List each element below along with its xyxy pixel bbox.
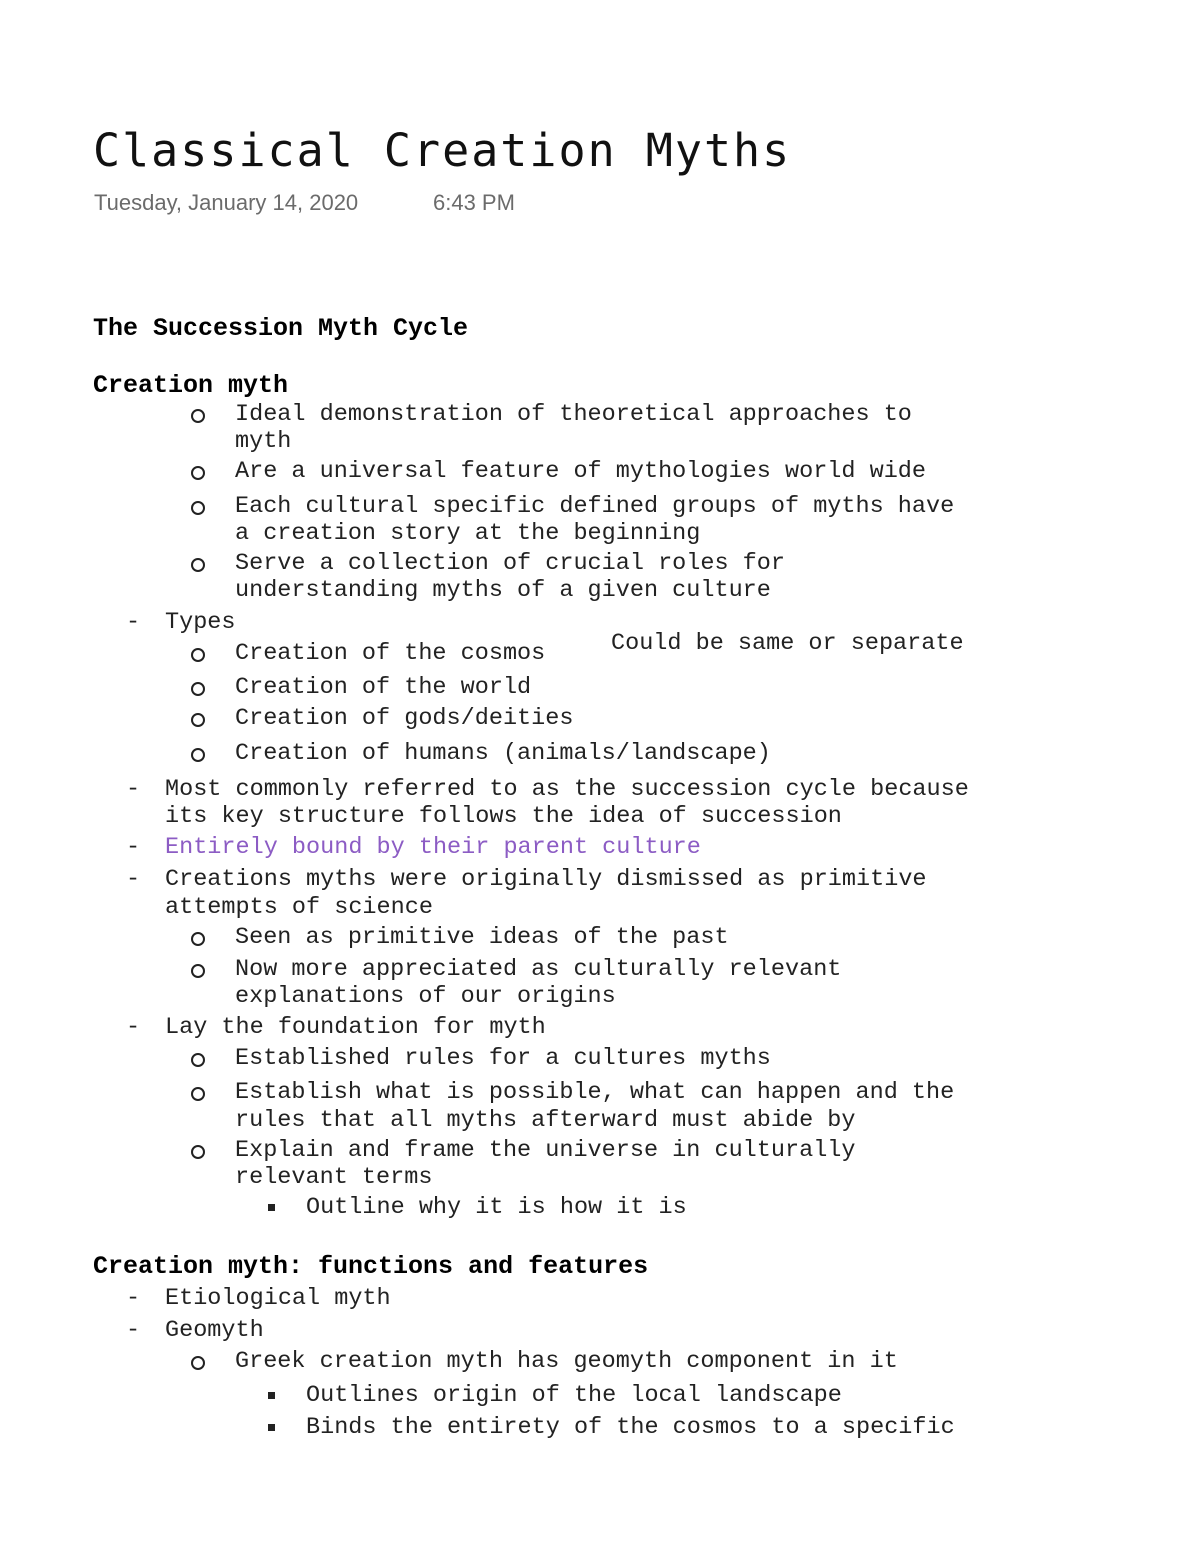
hollow-bullet-icon xyxy=(191,1087,205,1101)
list-item-line: attempts of science xyxy=(165,894,433,921)
list-item-line: Serve a collection of crucial roles for xyxy=(235,550,785,577)
list-item-type: Creation of gods/deities xyxy=(235,705,574,732)
page-date: Tuesday, January 14, 2020 xyxy=(94,190,359,215)
hollow-bullet-icon xyxy=(191,1356,205,1370)
hollow-bullet-icon xyxy=(191,558,205,572)
side-note: Could be same or separate xyxy=(611,630,964,657)
list-item-line: rules that all myths afterward must abide by xyxy=(235,1107,856,1134)
list-item-line: Outline why it is how it is xyxy=(306,1194,687,1221)
list-item-type: Creation of humans (animals/landscape) xyxy=(235,740,771,767)
list-item-line: Seen as primitive ideas of the past xyxy=(235,924,729,951)
list-item-line: Explain and frame the universe in culturally xyxy=(235,1137,856,1164)
list-item-line: Each cultural specific defined groups of myths have xyxy=(235,493,955,520)
hollow-bullet-icon xyxy=(191,748,205,762)
list-item-line: Geomyth xyxy=(165,1317,264,1344)
section-heading-functions: Creation myth: functions and features xyxy=(93,1252,649,1281)
square-bullet-icon xyxy=(268,1392,275,1399)
hollow-bullet-icon xyxy=(191,466,205,480)
list-item-line: Most commonly referred to as the succession cycle because xyxy=(165,776,969,803)
list-item-line: explanations of our origins xyxy=(235,983,616,1010)
list-item-line: myth xyxy=(235,428,292,455)
hollow-bullet-icon xyxy=(191,409,205,423)
dash-bullet-icon: - xyxy=(126,1285,141,1312)
note-heading: The Succession Myth Cycle xyxy=(93,314,469,343)
dash-bullet-icon: - xyxy=(126,866,141,893)
list-item-line: Now more appreciated as culturally relevant xyxy=(235,956,842,983)
hollow-bullet-icon xyxy=(191,1145,205,1159)
dash-bullet-icon: - xyxy=(126,609,141,636)
list-item-line: Established rules for a cultures myths xyxy=(235,1045,771,1072)
list-item-line: Binds the entirety of the cosmos to a specific xyxy=(306,1414,955,1441)
hollow-bullet-icon xyxy=(191,964,205,978)
list-item-line: Establish what is possible, what can happen and the xyxy=(235,1079,955,1106)
list-item-line: relevant terms xyxy=(235,1164,433,1191)
list-item-line: Are a universal feature of mythologies world wide xyxy=(235,458,927,485)
dash-bullet-icon: - xyxy=(126,1317,141,1344)
list-item-type: Creation of the world xyxy=(235,674,532,701)
hollow-bullet-icon xyxy=(191,932,205,946)
dash-bullet-icon: - xyxy=(126,776,141,803)
page-title: Classical Creation Myths xyxy=(93,124,792,177)
hollow-bullet-icon xyxy=(191,1053,205,1067)
dash-bullet-icon: - xyxy=(126,1014,141,1041)
list-item-line: Outlines origin of the local landscape xyxy=(306,1382,842,1409)
list-item-line: Lay the foundation for myth xyxy=(165,1014,546,1041)
list-item-line: Greek creation myth has geomyth component in it xyxy=(235,1348,898,1375)
hollow-bullet-icon xyxy=(191,682,205,696)
hollow-bullet-icon xyxy=(191,713,205,727)
section-heading-creation-myth: Creation myth xyxy=(93,371,289,400)
list-item-line: understanding myths of a given culture xyxy=(235,577,771,604)
list-item-line: Etiological myth xyxy=(165,1285,391,1312)
hollow-bullet-icon xyxy=(191,501,205,515)
list-item-line: Creations myths were originally dismissed as primitive xyxy=(165,866,927,893)
list-item-line: its key structure follows the idea of succession xyxy=(165,803,842,830)
hollow-bullet-icon xyxy=(191,648,205,662)
page-time: 6:43 PM xyxy=(433,190,515,215)
square-bullet-icon xyxy=(268,1424,275,1431)
list-item-line: a creation story at the beginning xyxy=(235,520,701,547)
list-item-types: Types xyxy=(165,609,236,636)
list-item-line: Ideal demonstration of theoretical approaches to xyxy=(235,401,912,428)
square-bullet-icon xyxy=(268,1204,275,1211)
list-item-type: Creation of the cosmos xyxy=(235,640,546,667)
highlighted-note: Entirely bound by their parent culture xyxy=(165,834,701,861)
dash-bullet-icon: - xyxy=(126,834,141,861)
